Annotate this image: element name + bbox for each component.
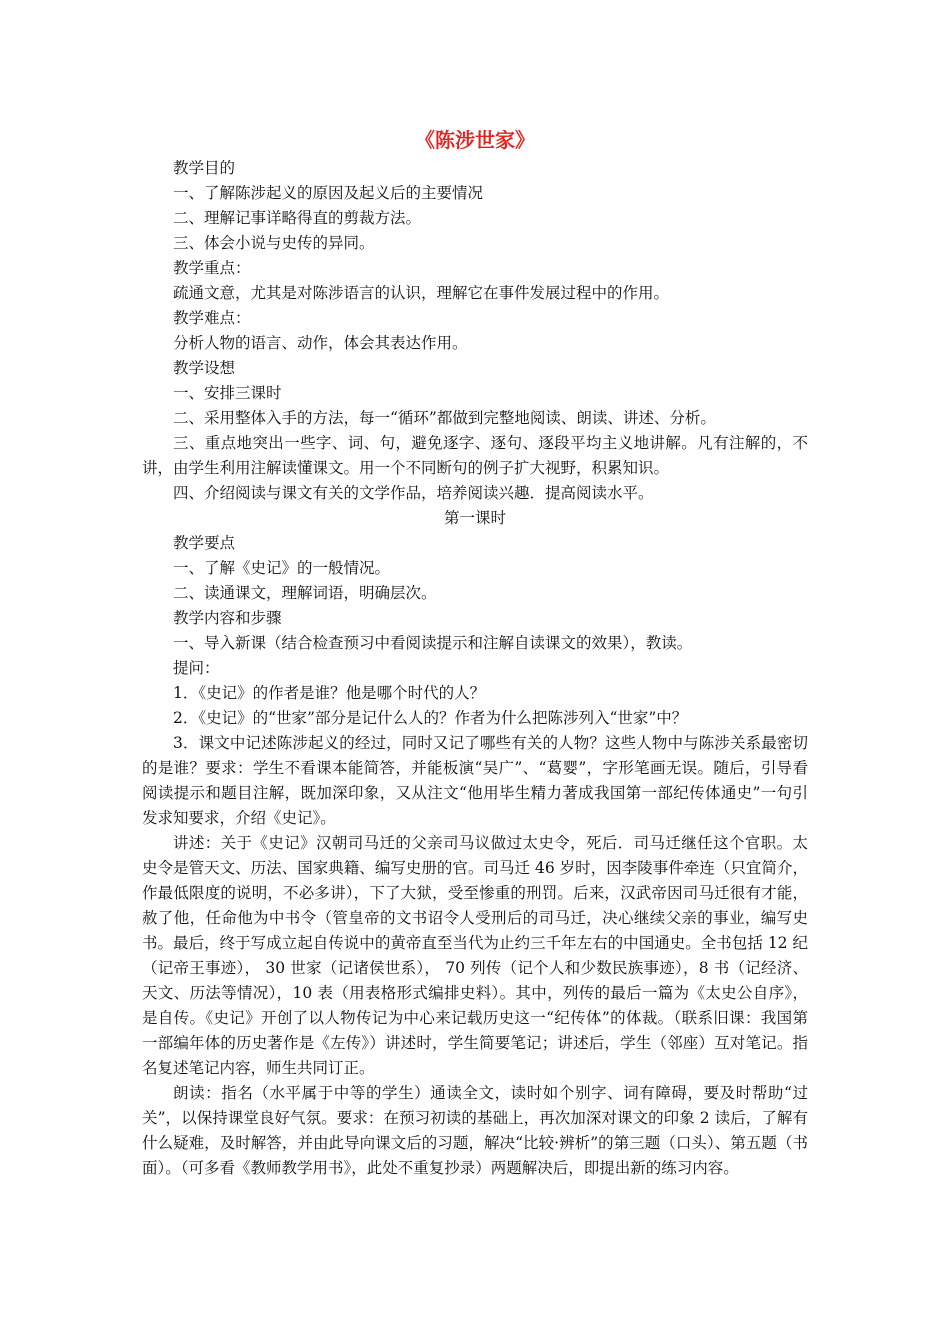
heading-lesson-points: 教学要点	[173, 534, 236, 552]
design-item-2: 二、采用整体入手的方法，每一“循环”都做到完整地阅读、朗读、讲述、分析。	[173, 409, 716, 427]
key-points-text: 疏通文意，尤其是对陈涉语言的认识，理解它在事件发展过程中的作用。	[173, 284, 670, 302]
difficulties-text: 分析人物的语言、动作，体会其表达作用。	[173, 334, 468, 352]
lesson-point-2: 二、读通课文，理解词语，明确层次。	[173, 584, 437, 602]
reading-paragraph: 朗读：指名（水平属于中等的学生）通读全文，读时如个别字、词有障碍，要及时帮助“过关”，以保持课堂良好气氛。要求：在预习初读的基础上，再次加深对课文的印象 2 读后，了解有什么疑难，及时解答，并由此导向课文后的习题，解决“比较·辨析”的第三题（口头）、第五题（书面）。（可多看《教师教学用书》，此处不重复抄录）两题解决后，即提出新的练习内容。	[142, 1084, 808, 1177]
lesson-heading: 第一课时	[443, 509, 506, 527]
goal-item-3: 三、体会小说与史传的异同。	[173, 234, 375, 252]
design-item-4: 四、介绍阅读与课文有关的文学作品，培养阅读兴趣．提高阅读水平。	[173, 484, 654, 502]
heading-key-points: 教学重点：	[173, 259, 251, 277]
goal-item-1: 一、了解陈涉起义的原因及起义后的主要情况	[173, 184, 484, 202]
step-1-intro: 一、导入新课（结合检查预习中看阅读提示和注解自读课文的效果），教读。	[173, 634, 693, 652]
design-item-1: 一、安排三课时	[173, 384, 282, 402]
question-2: 2．《史记》的“世家”部分是记什么人的？作者为什么把陈涉列入“世家”中？	[173, 709, 688, 727]
heading-teaching-design: 教学设想	[173, 359, 236, 377]
question-3: 3．课文中记述陈涉起义的经过，同时又记了哪些有关的人物？这些人物中与陈涉关系最密切的是谁？要求：学生不看课本能简答，并能板演“吴广”、“葛婴”，字形笔画无误。随后，引导看阅读提示和题目注解，既加深印象，又从注文“他用毕生精力著成我国第一部纪传体通史”一句引发求知要求，介绍《史记》。	[142, 734, 808, 827]
heading-difficulties: 教学难点：	[173, 309, 251, 327]
lesson-point-1: 一、了解《史记》的一般情况。	[173, 559, 391, 577]
document-title: 《陈涉世家》	[415, 128, 535, 152]
heading-teaching-goals: 教学目的	[173, 159, 236, 177]
document-page	[142, 126, 808, 1181]
design-item-3: 三、重点地突出一些字、词、句，避免逐字、逐句、逐段平均主义地讲解。凡有注解的，不讲，由学生利用注解读懂课文。用一个不同断句的例子扩大视野，积累知识。	[142, 434, 808, 477]
heading-questions: 提问：	[173, 659, 220, 677]
heading-content-steps: 教学内容和步骤	[173, 609, 282, 627]
goal-item-2: 二、理解记事详略得直的剪裁方法。	[173, 209, 422, 227]
question-1: 1．《史记》的作者是谁？他是哪个时代的人？	[173, 684, 486, 702]
lecture-paragraph: 讲述：关于《史记》汉朝司马迁的父亲司马议做过太史令，死后．司马迁继任这个官职。太史令是管天文、历法、国家典籍、编写史册的官。司马迁 46 岁时，因李陵事件牵连（只宜简介，作最低限度的说明，不必多讲），下了大狱，受至惨重的刑罚。后来，汉武帝因司马迁很有才能，赦了他，任命他为中书令（管皇帝的文书诏令人受刑后的司马迁，决心继续父亲的事业，编写史书。最后，终于写成立起自传说中的黄帝直至当代为止约三千年左右的中国通史。全书包括 12 纪（记帝王事迹）， 30 世家（记诸侯世系）， 70 列传（记个人和少数民族事迹），8 书（记经济、天文、历法等情况），10 表（用表格形式编排史料）。其中，列传的最后一篇为《太史公自序》，是自传。《史记》开创了以人物传记为中心来记载历史这一“纪传体”的体裁。（联系旧课：我国第一部编年体的历史著作是《左传》）讲述时，学生简要笔记；讲述后，学生（邻座）互对笔记。指名复述笔记内容，师生共同订正。	[142, 834, 808, 1077]
